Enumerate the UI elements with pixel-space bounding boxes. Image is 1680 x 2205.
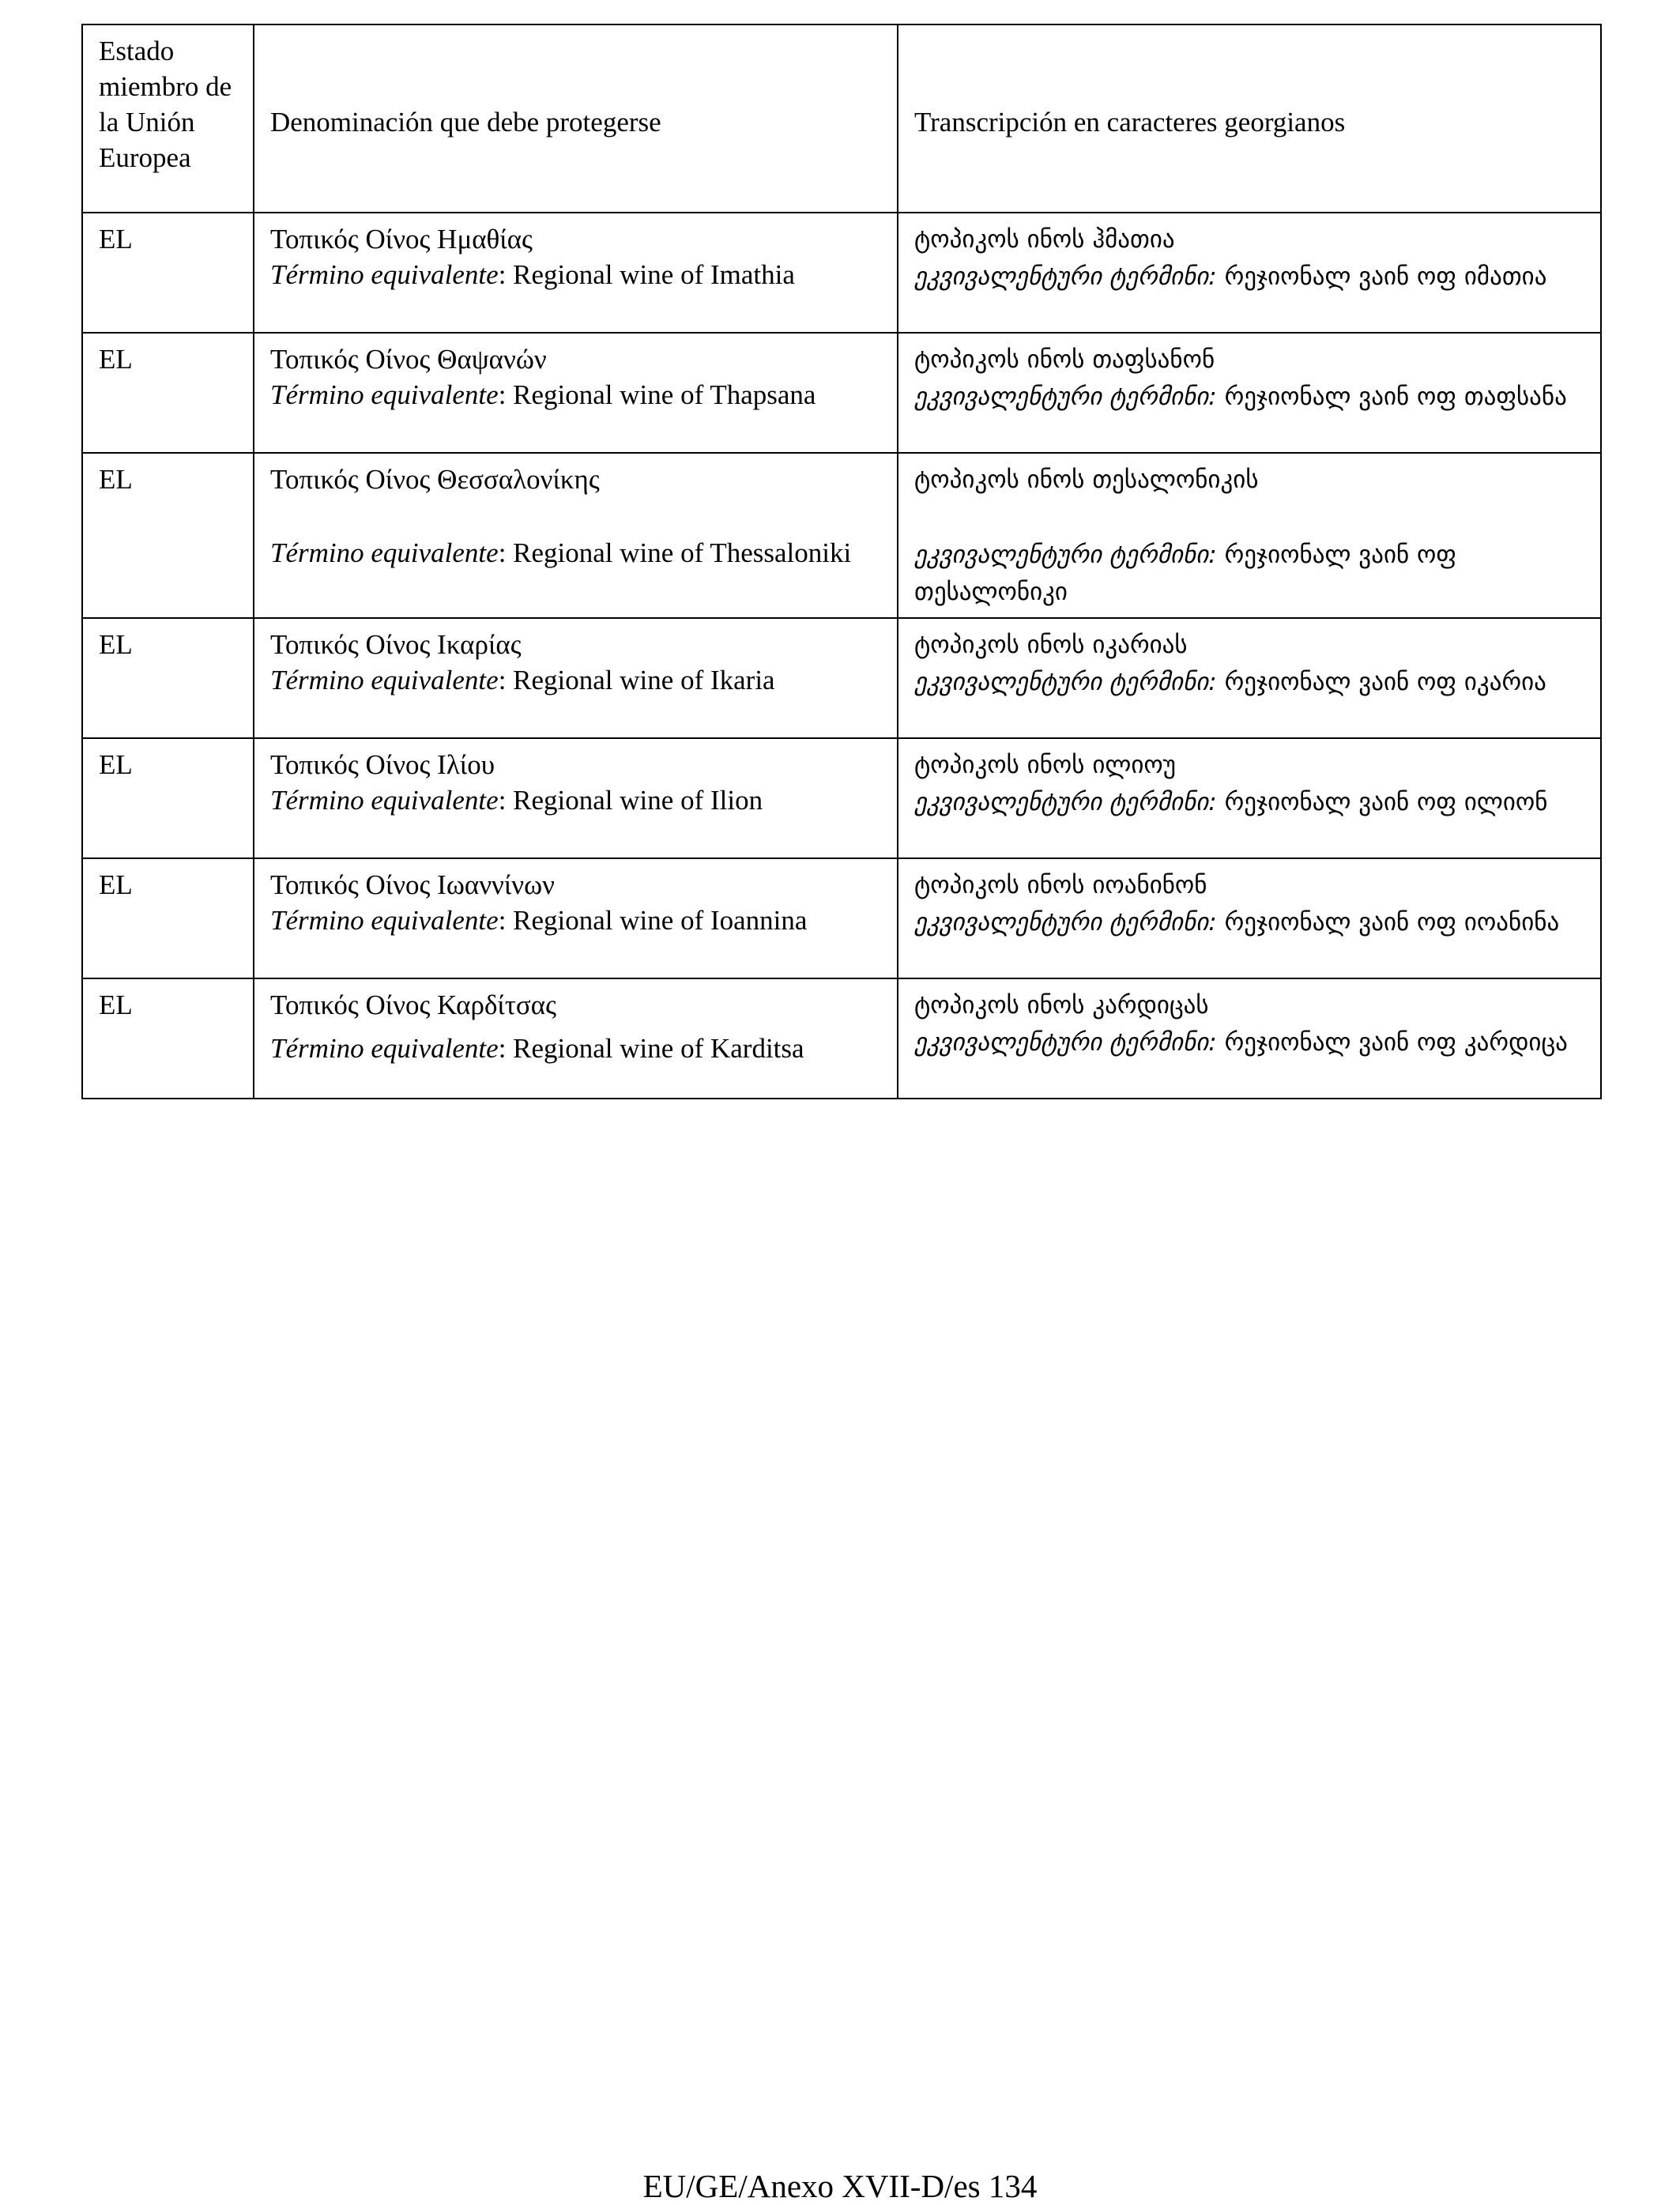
georgian-equivalent-label: ეკვივალენტური ტერმინი: (914, 788, 1217, 816)
georgian-equivalent-value: რეჯიონალ ვაინ ოფ კარდიცა (1224, 1028, 1568, 1057)
georgian-transcription-cell (898, 453, 1601, 618)
table-row (82, 858, 1601, 978)
table-row (82, 453, 1601, 618)
georgian-equivalent-label: ეკვივალენტური ტერმინი: (914, 908, 1217, 937)
georgian-name: ტოპიკოს ინოს ჰმათია (914, 225, 1175, 254)
georgian-name: ტოპიკოს ინოს თაფსანონ (914, 345, 1215, 374)
georgian-transcription-cell (898, 618, 1601, 738)
georgian-equivalent-label: ეკვივალენტური ტერმინი: (914, 668, 1217, 696)
equivalent-term-value: Regional wine of Ilion (513, 785, 763, 816)
georgian-equivalent-term (914, 784, 1583, 821)
equivalent-term-label: Término equivalente (270, 785, 499, 816)
table-row (82, 738, 1601, 858)
protected-name: Τοπικός Οίνος Θεσσαλονίκης (270, 464, 600, 495)
equivalent-term-value: Regional wine of Thapsana (513, 379, 816, 410)
member-state-cell: EL (82, 618, 254, 738)
georgian-equivalent-term (914, 258, 1583, 296)
cell-spacer (270, 1023, 880, 1031)
georgian-name: ტოპიკოს ინოს იოანინონ (914, 871, 1207, 899)
member-state-cell: EL (82, 738, 254, 858)
georgian-transcription-cell (898, 333, 1601, 453)
protected-name: Τοπικός Οίνος Θαψανών (270, 344, 547, 375)
member-state-cell: EL (82, 213, 254, 333)
georgian-equivalent-label: ეკვივალენტური ტერმინი: (914, 541, 1217, 569)
georgian-equivalent-term (914, 904, 1583, 941)
georgian-equivalent-label: ეკვივალენტური ტერმინი: (914, 383, 1217, 411)
georgian-transcription-cell (898, 738, 1601, 858)
equivalent-term: Término equivalente: Regional wine of Karditsa (270, 1033, 804, 1064)
equivalent-term-value: Regional wine of Ikaria (513, 665, 775, 695)
cell-spacer (914, 499, 1583, 537)
equivalent-term-label: Término equivalente (270, 259, 499, 290)
equivalent-term-label: Término equivalente (270, 665, 499, 695)
equivalent-term-label: Término equivalente (270, 537, 499, 568)
protected-name-cell (254, 978, 898, 1099)
georgian-name: ტოპიკოს ინოს ილიოუ (914, 751, 1176, 779)
georgian-equivalent-term (914, 537, 1583, 611)
protected-name: Τοπικός Οίνος Ικαρίας (270, 629, 522, 660)
georgian-equivalent-term (914, 1024, 1583, 1061)
member-state-cell: EL (82, 858, 254, 978)
protected-name: Τοπικός Οίνος Ιλίου (270, 749, 495, 780)
equivalent-term: Término equivalente: Regional wine of Ikaria (270, 665, 775, 695)
table-row (82, 213, 1601, 333)
georgian-name: ტოპიკოს ინოს თესალონიკის (914, 466, 1259, 494)
protected-name: Τοπικός Οίνος Καρδίτσας (270, 989, 556, 1020)
georgian-equivalent-term (914, 664, 1583, 701)
georgian-equivalent-term (914, 379, 1583, 416)
equivalent-term-label: Término equivalente (270, 1033, 499, 1064)
equivalent-term-value: Regional wine of Thessaloniki (513, 537, 852, 568)
table-row (82, 333, 1601, 453)
page-footer-reference: EU/GE/Anexo XVII-D/es 134 (642, 2168, 1038, 2204)
member-state-cell: EL (82, 333, 254, 453)
georgian-equivalent-value: რეჯიონალ ვაინ ოფ იკარია (1224, 668, 1546, 696)
protected-name: Τοπικός Οίνος Ιωαννίνων (270, 869, 555, 900)
table-row (82, 618, 1601, 738)
georgian-transcription-cell (898, 978, 1601, 1099)
equivalent-term-value: Regional wine of Imathia (513, 259, 795, 290)
member-state-cell: EL (82, 978, 254, 1099)
georgian-equivalent-value: რეჯიონალ ვაინ ოფ თაფსანა (1224, 383, 1567, 411)
equivalent-term: Término equivalente: Regional wine of Ilion (270, 785, 763, 816)
protected-name: Τοπικός Οίνος Ημαθίας (270, 224, 533, 254)
protected-name-cell (254, 618, 898, 738)
georgian-equivalent-value: რეჯიონალ ვაინ ოფ იოანინა (1224, 908, 1560, 937)
georgian-equivalent-value: რეჯიონალ ვაინ ოფ იმათია (1224, 262, 1547, 291)
protected-name-cell (254, 453, 898, 618)
georgian-transcription-cell (898, 213, 1601, 333)
georgian-equivalent-value: რეჯიონალ ვაინ ოფ ილიონ (1224, 788, 1548, 816)
geographical-indications-table (81, 24, 1602, 1099)
georgian-equivalent-value: რეჯიონალ ვაინ ოფ თესალონიკი (914, 541, 1456, 606)
equivalent-term-value: Regional wine of Ioannina (513, 905, 808, 936)
georgian-equivalent-label: ეკვივალენტური ტერმინი: (914, 262, 1217, 291)
equivalent-term-label: Término equivalente (270, 905, 499, 936)
equivalent-term: Término equivalente: Regional wine of Thessaloniki (270, 537, 852, 568)
equivalent-term: Término equivalente: Regional wine of Imathia (270, 259, 795, 290)
georgian-transcription-cell (898, 858, 1601, 978)
georgian-equivalent-label: ეკვივალენტური ტერმინი: (914, 1028, 1217, 1057)
equivalent-term-value: Regional wine of Karditsa (513, 1033, 804, 1064)
protected-name-cell (254, 858, 898, 978)
equivalent-term-label: Término equivalente (270, 379, 499, 410)
table-row (82, 978, 1601, 1099)
equivalent-term: Término equivalente: Regional wine of Ioannina (270, 905, 808, 936)
georgian-name: ტოპიკოს ინოს კარდიცას (914, 991, 1209, 1020)
header-member-state: Estado miembro de la Unión Europea (82, 24, 254, 213)
protected-name-cell (254, 333, 898, 453)
table-header-row (82, 24, 1601, 213)
header-georgian-transcription: Transcripción en caracteres georgianos (898, 24, 1601, 213)
member-state-cell: EL (82, 453, 254, 618)
protected-name-cell (254, 738, 898, 858)
equivalent-term: Término equivalente: Regional wine of Thapsana (270, 379, 816, 410)
header-protected-name: Denominación que debe protegerse (254, 24, 898, 213)
georgian-name: ტოპიკოს ინოს იკარიას (914, 631, 1188, 659)
cell-spacer (270, 497, 880, 535)
protected-name-cell (254, 213, 898, 333)
